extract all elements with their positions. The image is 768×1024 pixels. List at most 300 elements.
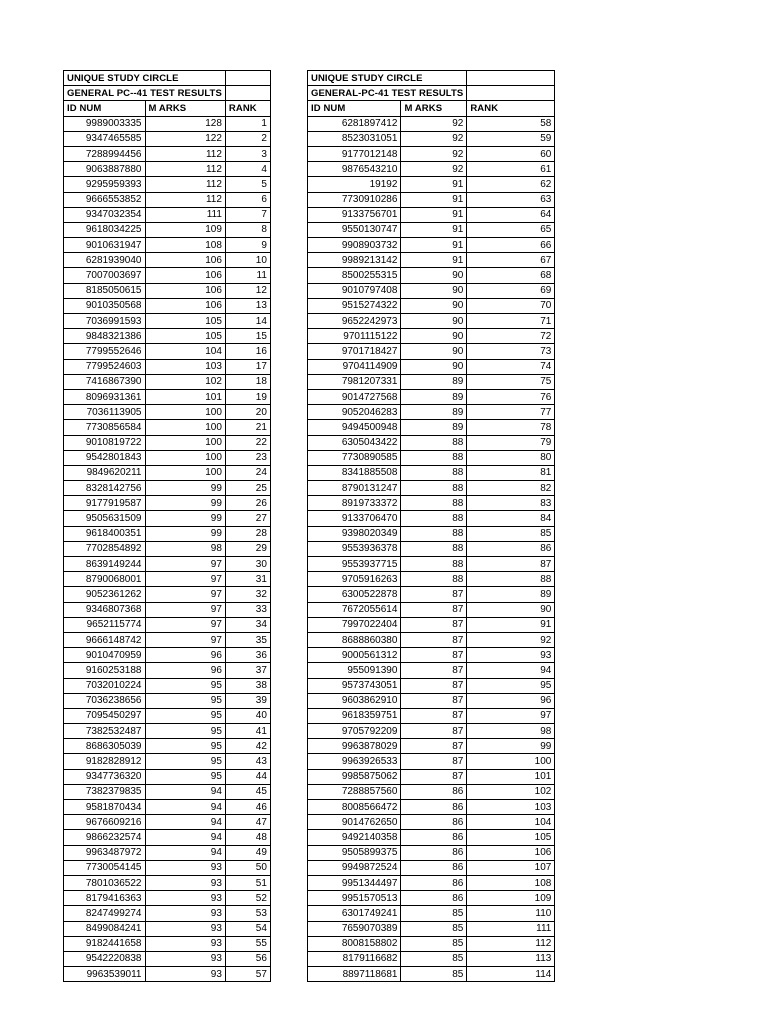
rank-cell: 38 — [225, 678, 270, 693]
rank-cell: 107 — [467, 860, 555, 875]
marks-cell: 93 — [145, 860, 225, 875]
marks-cell: 92 — [401, 162, 467, 177]
id-num-cell: 9581870434 — [64, 800, 146, 815]
table-row — [64, 754, 271, 769]
rank-cell: 75 — [467, 374, 555, 389]
rank-cell: 6 — [225, 192, 270, 207]
id-num-cell: 9985875062 — [308, 769, 401, 784]
marks-cell: 86 — [401, 891, 467, 906]
marks-cell: 99 — [145, 526, 225, 541]
table-row — [308, 693, 555, 708]
rank-cell: 23 — [225, 450, 270, 465]
table-row — [308, 678, 555, 693]
table-row — [308, 845, 555, 860]
rank-cell: 92 — [467, 632, 555, 647]
table-row — [64, 146, 271, 161]
marks-cell: 88 — [401, 572, 467, 587]
id-num-cell: 8790068001 — [64, 572, 146, 587]
id-num-cell: 955091390 — [308, 663, 401, 678]
rank-cell: 55 — [225, 936, 270, 951]
empty-cell — [467, 86, 555, 101]
empty-cell — [225, 71, 270, 86]
table-row — [308, 298, 555, 313]
rank-cell: 37 — [225, 663, 270, 678]
rank-cell: 3 — [225, 146, 270, 161]
rank-cell: 67 — [467, 253, 555, 268]
rank-cell: 98 — [467, 724, 555, 739]
rank-cell: 10 — [225, 253, 270, 268]
table-row — [64, 314, 271, 329]
rank-cell: 112 — [467, 936, 555, 951]
marks-cell: 87 — [401, 617, 467, 632]
title-row — [64, 71, 271, 86]
id-num-cell: 9949872524 — [308, 860, 401, 875]
marks-cell: 105 — [145, 329, 225, 344]
id-num-cell: 8639149244 — [64, 557, 146, 572]
id-num-cell: 9182828912 — [64, 754, 146, 769]
table-row — [308, 283, 555, 298]
rank-cell: 21 — [225, 420, 270, 435]
id-num-cell: 9848321386 — [64, 329, 146, 344]
col-header-id: ID NUM — [64, 101, 146, 116]
marks-cell: 101 — [145, 389, 225, 404]
id-num-cell: 8008158802 — [308, 936, 401, 951]
id-num-cell: 9494500948 — [308, 420, 401, 435]
marks-cell: 85 — [401, 936, 467, 951]
rank-cell: 86 — [467, 541, 555, 556]
marks-cell: 87 — [401, 693, 467, 708]
table-row — [308, 860, 555, 875]
id-num-cell: 9705916263 — [308, 572, 401, 587]
marks-cell: 106 — [145, 253, 225, 268]
subtitle-row — [308, 86, 555, 101]
marks-cell: 103 — [145, 359, 225, 374]
table-row — [64, 283, 271, 298]
table-row — [64, 344, 271, 359]
id-num-cell: 6300522878 — [308, 587, 401, 602]
marks-cell: 92 — [401, 146, 467, 161]
subtitle-row — [64, 86, 271, 101]
rank-cell: 26 — [225, 496, 270, 511]
table-row — [64, 602, 271, 617]
marks-cell: 112 — [145, 177, 225, 192]
id-num-cell: 9963926533 — [308, 754, 401, 769]
marks-cell: 87 — [401, 602, 467, 617]
id-num-cell: 9505899375 — [308, 845, 401, 860]
id-num-cell: 8096931361 — [64, 389, 146, 404]
table-row — [64, 800, 271, 815]
id-num-cell: 9542801843 — [64, 450, 146, 465]
rank-cell: 106 — [467, 845, 555, 860]
id-num-cell: 8688860380 — [308, 632, 401, 647]
id-num-cell: 8499084241 — [64, 921, 146, 936]
id-num-cell: 8008566472 — [308, 800, 401, 815]
rank-cell: 45 — [225, 784, 270, 799]
marks-cell: 90 — [401, 359, 467, 374]
marks-cell: 100 — [145, 405, 225, 420]
sheet-title: UNIQUE STUDY CIRCLE — [308, 71, 467, 86]
id-num-cell: 6281897412 — [308, 116, 401, 131]
table-row — [308, 177, 555, 192]
table-row — [64, 830, 271, 845]
id-num-cell: 9010470959 — [64, 648, 146, 663]
marks-cell: 87 — [401, 632, 467, 647]
marks-cell: 122 — [145, 131, 225, 146]
table-row — [64, 739, 271, 754]
table-row — [308, 708, 555, 723]
table-row — [64, 967, 271, 982]
rank-cell: 105 — [467, 830, 555, 845]
rank-cell: 19 — [225, 389, 270, 404]
col-header-rank: RANK — [467, 101, 555, 116]
table-row — [308, 314, 555, 329]
table-row — [308, 936, 555, 951]
table-row — [308, 906, 555, 921]
rank-cell: 72 — [467, 329, 555, 344]
marks-cell: 112 — [145, 162, 225, 177]
marks-cell: 93 — [145, 967, 225, 982]
rank-cell: 95 — [467, 678, 555, 693]
id-num-cell: 9014727568 — [308, 389, 401, 404]
rank-cell: 100 — [467, 754, 555, 769]
rank-cell: 13 — [225, 298, 270, 313]
rank-cell: 31 — [225, 572, 270, 587]
rank-cell: 76 — [467, 389, 555, 404]
marks-cell: 86 — [401, 860, 467, 875]
rank-cell: 59 — [467, 131, 555, 146]
marks-cell: 93 — [145, 921, 225, 936]
id-num-cell: 7730856584 — [64, 420, 146, 435]
table-row — [308, 496, 555, 511]
marks-cell: 93 — [145, 936, 225, 951]
id-num-cell: 7981207331 — [308, 374, 401, 389]
id-num-cell: 9347032354 — [64, 207, 146, 222]
table-row — [64, 192, 271, 207]
marks-cell: 97 — [145, 557, 225, 572]
rank-cell: 32 — [225, 587, 270, 602]
id-num-cell: 8185050615 — [64, 283, 146, 298]
rank-cell: 25 — [225, 481, 270, 496]
rank-cell: 84 — [467, 511, 555, 526]
rank-cell: 50 — [225, 860, 270, 875]
id-num-cell: 9010350568 — [64, 298, 146, 313]
rank-cell: 28 — [225, 526, 270, 541]
table-row — [308, 754, 555, 769]
table-row — [308, 268, 555, 283]
id-num-cell: 9295959393 — [64, 177, 146, 192]
rank-cell: 60 — [467, 146, 555, 161]
rank-cell: 94 — [467, 663, 555, 678]
id-num-cell: 9951344497 — [308, 875, 401, 890]
marks-cell: 91 — [401, 192, 467, 207]
marks-cell: 87 — [401, 587, 467, 602]
table-row — [308, 131, 555, 146]
rank-cell: 56 — [225, 951, 270, 966]
rank-cell: 71 — [467, 314, 555, 329]
table-row — [64, 936, 271, 951]
id-num-cell: 9542220838 — [64, 951, 146, 966]
id-num-cell: 9133756701 — [308, 207, 401, 222]
table-row — [64, 769, 271, 784]
marks-cell: 90 — [401, 329, 467, 344]
table-row — [64, 131, 271, 146]
table-row — [64, 693, 271, 708]
table-row — [64, 724, 271, 739]
marks-cell: 109 — [145, 222, 225, 237]
id-num-cell: 9618400351 — [64, 526, 146, 541]
marks-cell: 91 — [401, 177, 467, 192]
rank-cell: 36 — [225, 648, 270, 663]
table-row — [308, 162, 555, 177]
id-num-cell: 9963539011 — [64, 967, 146, 982]
table-row — [64, 162, 271, 177]
rank-cell: 69 — [467, 283, 555, 298]
marks-cell: 112 — [145, 192, 225, 207]
table-row — [64, 557, 271, 572]
id-num-cell: 8500255315 — [308, 268, 401, 283]
id-num-cell: 7672055614 — [308, 602, 401, 617]
marks-cell: 94 — [145, 784, 225, 799]
id-num-cell: 9951570513 — [308, 891, 401, 906]
marks-cell: 97 — [145, 617, 225, 632]
marks-cell: 96 — [145, 663, 225, 678]
marks-cell: 87 — [401, 739, 467, 754]
id-num-cell: 9346807368 — [64, 602, 146, 617]
marks-cell: 94 — [145, 830, 225, 845]
id-num-cell: 7095450297 — [64, 708, 146, 723]
rank-cell: 29 — [225, 541, 270, 556]
table-row — [64, 207, 271, 222]
table-row — [308, 389, 555, 404]
table-row — [64, 572, 271, 587]
id-num-cell: 9505631509 — [64, 511, 146, 526]
id-num-cell: 9908903732 — [308, 238, 401, 253]
table-row — [308, 557, 555, 572]
marks-cell: 99 — [145, 511, 225, 526]
id-num-cell: 9652242973 — [308, 314, 401, 329]
marks-cell: 88 — [401, 465, 467, 480]
table-row — [64, 617, 271, 632]
rank-cell: 1 — [225, 116, 270, 131]
id-num-cell: 6305043422 — [308, 435, 401, 450]
id-num-cell: 9618034225 — [64, 222, 146, 237]
rank-cell: 52 — [225, 891, 270, 906]
id-num-cell: 9963878029 — [308, 739, 401, 754]
marks-cell: 88 — [401, 557, 467, 572]
id-num-cell: 9052046283 — [308, 405, 401, 420]
table-row — [308, 511, 555, 526]
rank-cell: 18 — [225, 374, 270, 389]
id-num-cell: 9398020349 — [308, 526, 401, 541]
rank-cell: 7 — [225, 207, 270, 222]
id-num-cell: 9618359751 — [308, 708, 401, 723]
marks-cell: 100 — [145, 450, 225, 465]
rank-cell: 15 — [225, 329, 270, 344]
id-num-cell: 9573743051 — [308, 678, 401, 693]
table-row — [308, 602, 555, 617]
marks-cell: 106 — [145, 298, 225, 313]
rank-cell: 99 — [467, 739, 555, 754]
marks-cell: 85 — [401, 921, 467, 936]
marks-cell: 89 — [401, 389, 467, 404]
marks-cell: 90 — [401, 344, 467, 359]
id-num-cell: 7801036522 — [64, 875, 146, 890]
table-row — [308, 435, 555, 450]
id-num-cell: 9347736320 — [64, 769, 146, 784]
rank-cell: 53 — [225, 906, 270, 921]
col-header-id: ID NUM — [308, 101, 401, 116]
table-row — [308, 632, 555, 647]
table-row — [308, 784, 555, 799]
rank-cell: 74 — [467, 359, 555, 374]
rank-cell: 85 — [467, 526, 555, 541]
table-row — [308, 207, 555, 222]
table-row — [64, 496, 271, 511]
marks-cell: 94 — [145, 815, 225, 830]
marks-cell: 90 — [401, 298, 467, 313]
rank-cell: 88 — [467, 572, 555, 587]
sheet-subtitle: GENERAL-PC-41 TEST RESULTS — [308, 86, 467, 101]
rank-cell: 61 — [467, 162, 555, 177]
marks-cell: 99 — [145, 496, 225, 511]
id-num-cell: 9492140358 — [308, 830, 401, 845]
table-row — [64, 678, 271, 693]
marks-cell: 88 — [401, 511, 467, 526]
table-row — [308, 238, 555, 253]
rank-cell: 20 — [225, 405, 270, 420]
table-row — [64, 891, 271, 906]
marks-cell: 100 — [145, 465, 225, 480]
table-row — [308, 769, 555, 784]
rank-cell: 54 — [225, 921, 270, 936]
marks-cell: 85 — [401, 967, 467, 982]
id-num-cell: 9010797408 — [308, 283, 401, 298]
table-row — [64, 784, 271, 799]
column-header-row — [64, 101, 271, 116]
results-table-right — [307, 70, 555, 982]
table-row — [308, 222, 555, 237]
table-row — [308, 739, 555, 754]
rank-cell: 65 — [467, 222, 555, 237]
rank-cell: 101 — [467, 769, 555, 784]
rank-cell: 79 — [467, 435, 555, 450]
id-num-cell: 9666148742 — [64, 632, 146, 647]
rank-cell: 43 — [225, 754, 270, 769]
table-row — [308, 663, 555, 678]
table-row — [64, 921, 271, 936]
marks-cell: 86 — [401, 830, 467, 845]
marks-cell: 88 — [401, 526, 467, 541]
rank-cell: 78 — [467, 420, 555, 435]
id-num-cell: 7799552646 — [64, 344, 146, 359]
table-row — [64, 481, 271, 496]
table-row — [308, 405, 555, 420]
table-row — [64, 450, 271, 465]
table-row — [308, 541, 555, 556]
id-num-cell: 7702854892 — [64, 541, 146, 556]
table-row — [64, 268, 271, 283]
id-num-cell: 9553937715 — [308, 557, 401, 572]
table-row — [308, 875, 555, 890]
table-row — [64, 951, 271, 966]
marks-cell: 87 — [401, 708, 467, 723]
rank-cell: 96 — [467, 693, 555, 708]
id-num-cell: 8341885508 — [308, 465, 401, 480]
marks-cell: 94 — [145, 800, 225, 815]
id-num-cell: 8523031051 — [308, 131, 401, 146]
rank-cell: 4 — [225, 162, 270, 177]
rank-cell: 39 — [225, 693, 270, 708]
rank-cell: 63 — [467, 192, 555, 207]
marks-cell: 94 — [145, 845, 225, 860]
rank-cell: 40 — [225, 708, 270, 723]
table-row — [64, 298, 271, 313]
rank-cell: 102 — [467, 784, 555, 799]
rank-cell: 103 — [467, 800, 555, 815]
id-num-cell: 7036991593 — [64, 314, 146, 329]
marks-cell: 87 — [401, 724, 467, 739]
rank-cell: 77 — [467, 405, 555, 420]
table-row — [308, 617, 555, 632]
col-header-marks: M ARKS — [401, 101, 467, 116]
rank-cell: 44 — [225, 769, 270, 784]
marks-cell: 99 — [145, 481, 225, 496]
marks-cell: 89 — [401, 420, 467, 435]
marks-cell: 95 — [145, 708, 225, 723]
id-num-cell: 19192 — [308, 177, 401, 192]
marks-cell: 97 — [145, 602, 225, 617]
marks-cell: 90 — [401, 314, 467, 329]
table-row — [308, 830, 555, 845]
rank-cell: 2 — [225, 131, 270, 146]
marks-cell: 93 — [145, 951, 225, 966]
id-num-cell: 8328142756 — [64, 481, 146, 496]
id-num-cell: 8686305039 — [64, 739, 146, 754]
rank-cell: 27 — [225, 511, 270, 526]
rank-cell: 42 — [225, 739, 270, 754]
rank-cell: 35 — [225, 632, 270, 647]
table-row — [64, 177, 271, 192]
table-row — [308, 648, 555, 663]
table-row — [64, 359, 271, 374]
table-row — [308, 724, 555, 739]
sheet-subtitle: GENERAL PC--41 TEST RESULTS — [64, 86, 226, 101]
id-num-cell: 9550130747 — [308, 222, 401, 237]
marks-cell: 100 — [145, 435, 225, 450]
id-num-cell: 9182441658 — [64, 936, 146, 951]
rank-cell: 12 — [225, 283, 270, 298]
rank-cell: 68 — [467, 268, 555, 283]
empty-cell — [225, 86, 270, 101]
id-num-cell: 7659070389 — [308, 921, 401, 936]
rank-cell: 91 — [467, 617, 555, 632]
id-num-cell: 8919733372 — [308, 496, 401, 511]
rank-cell: 58 — [467, 116, 555, 131]
table-row — [308, 465, 555, 480]
marks-cell: 86 — [401, 815, 467, 830]
marks-cell: 95 — [145, 754, 225, 769]
id-num-cell: 9876543210 — [308, 162, 401, 177]
rank-cell: 82 — [467, 481, 555, 496]
rank-cell: 48 — [225, 830, 270, 845]
marks-cell: 87 — [401, 648, 467, 663]
id-num-cell: 7382379835 — [64, 784, 146, 799]
marks-cell: 88 — [401, 541, 467, 556]
marks-cell: 87 — [401, 769, 467, 784]
id-num-cell: 9000561312 — [308, 648, 401, 663]
rank-cell: 70 — [467, 298, 555, 313]
marks-cell: 104 — [145, 344, 225, 359]
